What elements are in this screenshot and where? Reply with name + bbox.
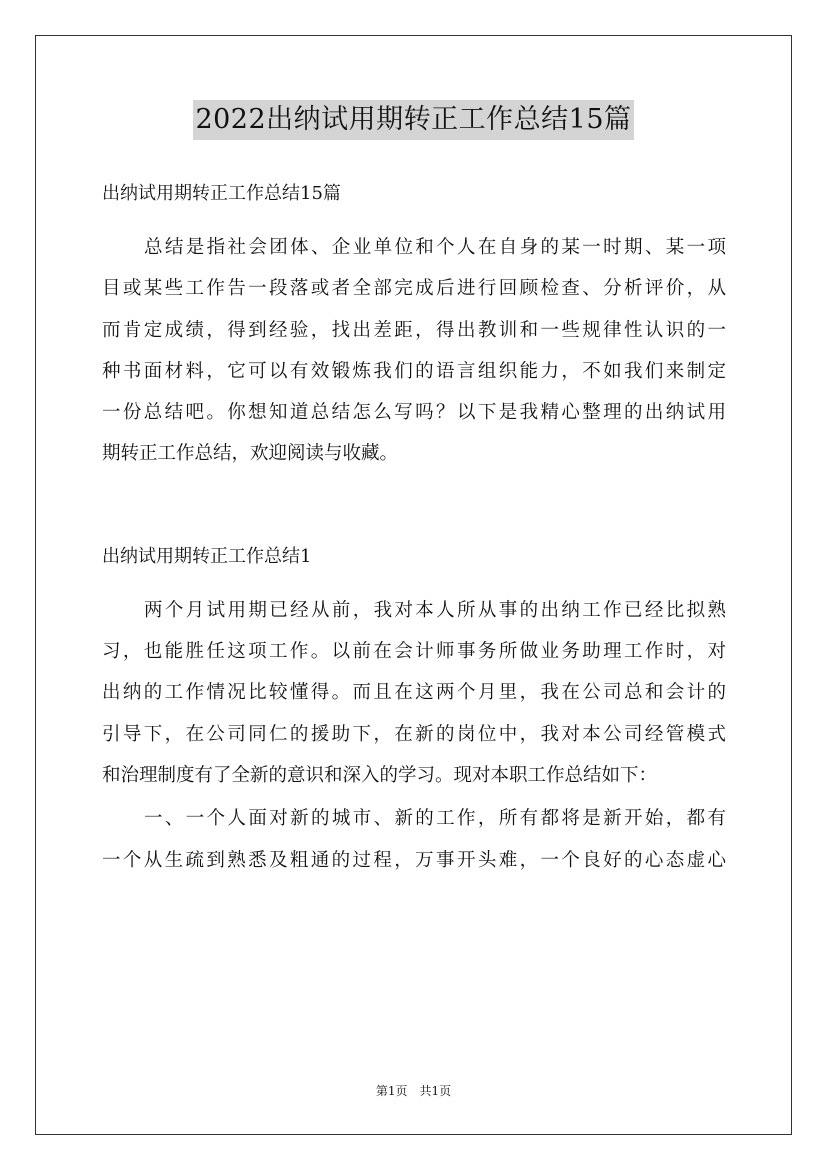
text-line: 种书面材料，它可以有效锻炼我们的语言组织能力，不如我们来制定 — [102, 360, 726, 382]
text-line: 一份总结吧。你想知道总结怎么写吗？以下是我精心整理的出纳试用 — [102, 402, 726, 424]
text-line: 两个月试用期已经从前，我对本人所从事的出纳工作已经比拟熟 — [144, 599, 726, 621]
title-container — [0, 100, 827, 140]
section-paragraph-1 — [102, 590, 726, 796]
text-line: 和治理制度有了全新的意识和深入的学习。现对本职工作总结如下： — [102, 764, 658, 786]
text-line: 目或某些工作告一段落或者全部完成后进行回顾检查、分析评价，从 — [102, 278, 726, 300]
intro-paragraph — [102, 227, 726, 475]
paragraph-gap — [102, 475, 726, 539]
text-line: 出纳的工作情况比较懂得。而且在这两个月里，我在公司总和会计的 — [102, 682, 726, 704]
text-line: 一个从生疏到熟悉及粗通的过程，万事开头难，一个良好的心态虚心 — [102, 849, 726, 871]
document-title: 2022出纳试用期转正工作总结15篇 — [193, 100, 633, 140]
text-line: 期转正工作总结，欢迎阅读与收藏。 — [102, 443, 399, 465]
section-heading: 出纳试用期转正工作总结1 — [102, 545, 312, 567]
page-footer: 第1页 共1页 — [375, 1084, 452, 1098]
text-line: 而肯定成绩，得到经验，找出差距，得出教训和一些规律性认识的一 — [102, 319, 726, 341]
text-line: 习，也能胜任这项工作。以前在会计师事务所做业务助理工作时，对 — [102, 641, 726, 663]
section-paragraph-2 — [102, 798, 726, 881]
document-body — [102, 176, 726, 881]
document-subtitle: 出纳试用期转正工作总结15篇 — [102, 183, 341, 204]
text-line: 引导下，在公司同仁的援助下，在新的岗位中，我对本公司经管模式 — [102, 723, 726, 745]
text-line: 总结是指社会团体、企业单位和个人在自身的某一时期、某一项 — [144, 237, 726, 258]
text-line: 一、一个人面对新的城市、新的工作，所有都将是新开始，都有 — [144, 808, 726, 830]
